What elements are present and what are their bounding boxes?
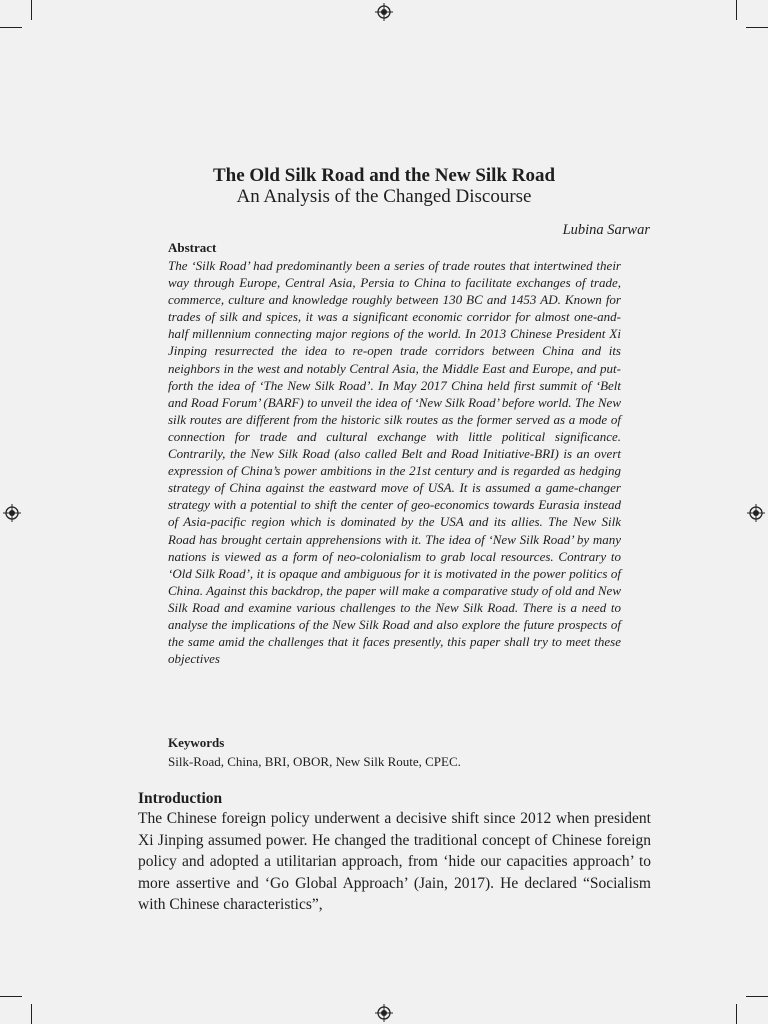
crop-mark-icon bbox=[736, 0, 737, 20]
article-title: The Old Silk Road and the New Silk Road bbox=[212, 165, 556, 186]
abstract-heading: Abstract bbox=[168, 240, 217, 255]
crop-mark-icon bbox=[736, 1004, 737, 1024]
crop-mark-icon bbox=[746, 996, 768, 997]
registration-mark-icon bbox=[375, 3, 393, 21]
keywords-text: Silk-Road, China, BRI, OBOR, New Silk Route, CPEC. bbox=[168, 754, 461, 769]
registration-mark-icon bbox=[375, 1004, 393, 1022]
article-subtitle: An Analysis of the Changed Discourse bbox=[236, 186, 532, 207]
crop-mark-icon bbox=[746, 27, 768, 28]
crop-mark-icon bbox=[0, 996, 22, 997]
crop-mark-icon bbox=[31, 0, 32, 20]
crop-mark-icon bbox=[31, 1004, 32, 1024]
abstract-text: The ‘Silk Road’ had predominantly been a series of trade routes that intertwined their way through Europe, Central Asia, Persia to China to facilitate exchanges of trade, commerce, culture and knowledge roughly between 130 BC and 1453 AD. Known for trades of silk and spices, it was a significant economic corridor for almost one-and-half millennium connecting major regions of the world. In 2013 Chinese President Xi Jinping resurrected the idea to re-open trade corridors between China and its neighbors in the west and notably Central Asia, the Middle East and Europe, and put-forth the idea of ‘The New Silk Road’. In May 2017 China held first summit of ‘Belt and Road Forum’ (BARF) to unveil the idea of ‘New Silk Road’ before world. The New silk routes are different from the historic silk routes as the former served as a mode of connection for trade and cultural exchange with little political significance. Contrarily, the New Silk Road (also called Belt and Road Initiative-BRI) is an overt expression of China’s power ambitions in the 21st century and is regarded as hedging strategy of China against the eastward move of USA. It is assumed a game-changer strategy with a potential to shift the center of geo-economics towards Eurasia instead of Asia-pacific region which is dominated by the USA and its allies. The New Silk Road has brought certain apprehensions with it. The idea of ‘New Silk Road’ by many nations is viewed as a form of neo-colonialism to grab local resources. Contrary to ‘Old Silk Road’, it is opaque and ambiguous for it is motivated in the power politics of China. Against this backdrop, the paper will make a comparative study of old and New Silk Road and examine various challenges to the New Silk Road. There is a need to analyse the implications of the New Silk Road and also explore the future prospects of the same amid the challenges that it faces presently, this paper shall try to meet these objectives bbox=[168, 258, 621, 667]
registration-mark-icon bbox=[3, 504, 21, 522]
registration-mark-icon bbox=[747, 504, 765, 522]
keywords-heading: Keywords bbox=[168, 735, 225, 750]
introduction-heading: Introduction bbox=[138, 790, 223, 807]
introduction-text: The Chinese foreign policy underwent a decisive shift since 2012 when president Xi Jinping assumed power. He changed the traditional concept of Chinese foreign policy and adopted a utilitarian approach, from ‘hide our capacities approach’ to more assertive and ‘Go Global Approach’ (Jain, 2017). He declared “Socialism with Chinese characteristics”, bbox=[138, 810, 651, 913]
author-name: Lubina Sarwar bbox=[562, 222, 650, 238]
crop-mark-icon bbox=[0, 27, 22, 28]
